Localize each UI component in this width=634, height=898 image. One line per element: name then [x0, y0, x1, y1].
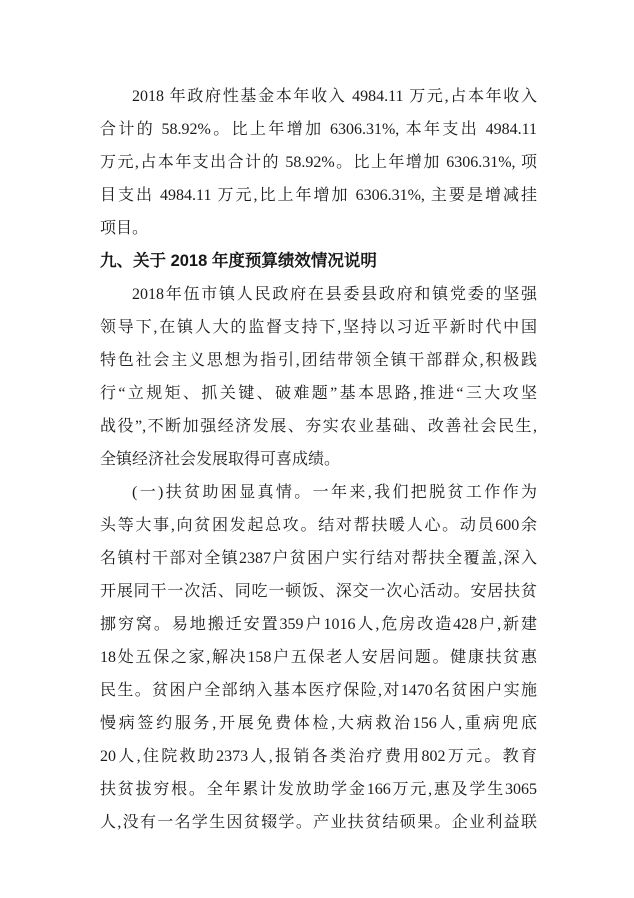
text-line: (一)扶贫助困显真情。一年来,我们把脱贫工作作为	[132, 484, 537, 501]
text-line: 合计的 58.92%。比上年增加 6306.31%, 本年支出 4984.11	[100, 121, 537, 138]
section-heading-text: 九、关于 2018 年度预算绩效情况说明	[100, 252, 377, 270]
text-line: 人,没有一名学生因贫辍学。产业扶贫结硕果。企业利益联	[100, 814, 537, 831]
paragraph-poverty-alleviation	[100, 476, 537, 839]
text-line: 特色社会主义思想为指引,团结带领全镇干部群众,积极践	[100, 352, 537, 369]
section-heading-9	[100, 245, 537, 278]
text-line: 万元,占本年支出合计的 58.92%。比上年增加 6306.31%, 项	[100, 154, 537, 171]
paragraph-performance-overview	[100, 278, 537, 476]
text-line: 头等大事,向贫困发起总攻。结对帮扶暖人心。动员600余	[100, 517, 537, 534]
text-line: 战役”,不断加强经济发展、夯实农业基础、改善社会民生,	[100, 418, 537, 435]
text-line: 全镇经济社会发展取得可喜成绩。	[100, 451, 341, 468]
text-line: 目支出 4984.11 万元,比上年增加 6306.31%, 主要是增减挂	[100, 187, 537, 204]
text-line: 民生。贫困户全部纳入基本医疗保险,对1470名贫困户实施	[100, 682, 537, 699]
text-line: 2018 年政府性基金本年收入 4984.11 万元,占本年收入	[132, 88, 537, 105]
paragraph-government-fund	[100, 80, 537, 245]
text-line: 扶贫拔穷根。全年累计发放助学金166万元,惠及学生3065	[100, 781, 537, 798]
text-line: 20人,住院救助2373人,报销各类治疗费用802万元。教育	[100, 748, 537, 765]
text-line: 开展同干一次活、同吃一顿饭、深交一次心活动。安居扶贫	[100, 583, 537, 600]
text-line: 领导下,在镇人大的监督支持下,坚持以习近平新时代中国	[100, 319, 537, 336]
text-line: 名镇村干部对全镇2387户贫困户实行结对帮扶全覆盖,深入	[100, 550, 537, 567]
text-line: 慢病签约服务,开展免费体检,大病救治156人,重病兜底	[100, 715, 537, 732]
text-line: 18处五保之家,解决158户五保老人安居问题。健康扶贫惠	[100, 649, 537, 666]
text-line: 2018年伍市镇人民政府在县委县政府和镇党委的坚强	[132, 286, 537, 303]
text-line: 行“立规矩、抓关键、破难题”基本思路,推进“三大攻坚	[100, 385, 537, 402]
text-line: 挪穷窝。易地搬迁安置359户1016人,危房改造428户,新建	[100, 616, 537, 633]
text-line: 项目。	[100, 220, 149, 237]
document-body	[100, 80, 537, 839]
